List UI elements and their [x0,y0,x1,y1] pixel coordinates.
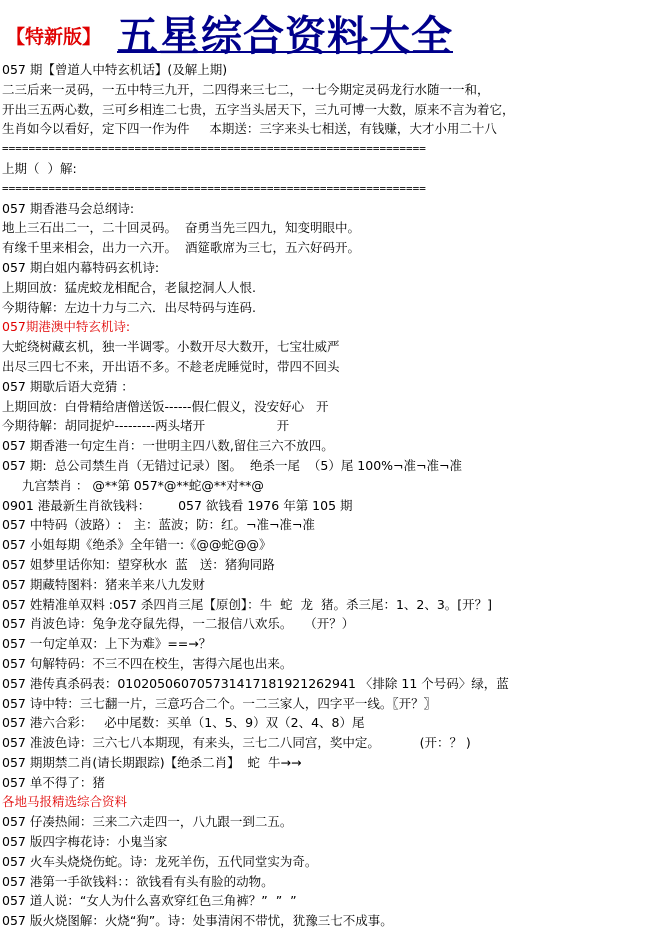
page-title: 五星综合资料大全 [117,12,453,60]
text-line: 二三后来一灵码，一五中特三九开，二四得来三七二，一七今期定灵码龙行水随一一和， [2,81,490,97]
section-heading: 各地马报精选综合资料 [2,794,128,810]
text-line: 057 港第一手欲钱料：：欲钱看有头有脸的动物。 [2,873,274,889]
text-line: 057 港六合彩： 必中尾数：买单（1、5、9）双（2、4、8）尾 [2,715,365,731]
text-line: 057 火车头烧烧伤蛇。诗：龙死羊伤，五代同堂实为奇。 [2,853,318,869]
separator-line: ================================================================ [2,181,426,195]
text-line: 九宫禁肖 ： @**第 057*@**蛇@**对**@ [2,477,264,493]
text-line: 上期（ ）解: [2,160,77,176]
text-line: 地上三石出二一，二十回灵码。 奋勇当先三四九，知变明眼中。 [2,220,360,236]
text-line: 057 期白姐内幕特码玄机诗: [2,259,160,275]
text-line: 生肖如今以看好，定下四一作为件 本期送：三字来头七相送，有钱赚，大才小用二十八 [2,121,497,137]
text-line: 057 期香港一句定生肖：一世明主四八数,留住三六不放四。 [2,438,334,454]
text-line: 有缘千里来相会，出力一六开。 酒筵歌席为三七，五六好码开。 [2,240,360,256]
text-line: 057 姐梦里话你知：望穿秋水 蓝 送：猪狗同路 [2,556,275,572]
text-line: 057 期期禁二肖(请长期跟踪)【绝杀二肖】 蛇 牛→→ [2,754,302,770]
text-line: 057 道人说：“女人为什么喜欢穿红色三角裤？” ” ” [2,893,297,909]
text-line: 057 期【曾道人中特玄机话】(及解上期) [2,62,228,77]
text-line: 今期待解：胡同捉炉---------两头堵开 开 [2,418,290,434]
text-line: 057 期香港马会总纲诗: [2,200,135,216]
text-line: 057 版四字梅花诗：小鬼当家 [2,834,168,850]
text-line: 大蛇绕树藏玄机，独一半调零。小数开尽大数开，七宝壮威严 [2,339,340,355]
text-line: 057 期藏特图料：猪来羊来八九发财 [2,576,205,592]
text-line: 057 肖波色诗：兔争龙夺鼠先得，一二报信八欢乐。 （开？） [2,616,355,632]
text-line: 057 句解特码：不三不四在校生，害得六尾也出来。 [2,655,293,671]
text-line: 057 小姐每期《绝杀》全年错一:《@@蛇@@》 [2,537,272,553]
text-line: 057 单不得了：猪 [2,774,105,790]
text-line: 057 仔凑热闹：三来二六走四一，八九跟一到二五。 [2,814,293,830]
text-line: 057 中特码（波路）: 主：蓝波；防：红。¬准¬准¬准 [2,517,315,533]
text-line: 057 姓精准单双料 :057 杀四肖三尾【原创】：牛 蛇 龙 猪。杀三尾：1、2、3。[开？] [2,596,493,612]
text-line: 057 期歇后语大竞猜 ： [2,378,134,394]
edition-badge: 【特新版】 [6,26,102,48]
text-line: 057 诗中特：三七翻一片，三意巧合二个。一二三家人，四字平一线。〖开？〗 [2,695,437,711]
text-line: 上期回放：猛虎蛟龙相配合，老鼠挖洞人人恨. [2,279,256,295]
text-line: 出尽三四七不来，开出语不多。不趁老虎睡觉时，带四不回头 [2,358,340,374]
separator-line: ================================================================ [2,142,426,156]
text-line: 057 准波色诗：三六七八本期现，有来头，三七二八同宫，奖中定。 (开：？ ) [2,735,471,751]
text-line: 057 版火烧图解：火烧“狗”。诗：处事清闲不带忧，犹豫三七不成事。 [2,913,393,929]
text-line: 上期回放：白骨精给唐僧送饭------假仁假义，没安好心 开 [2,398,329,414]
text-line: 0901 港最新生肖欲钱料： 057 欲钱看 1976 年第 105 期 [2,497,353,513]
text-line: 057 期: 总公司禁生肖（无错过记录）图。 绝杀一尾 （5）尾 100%¬准¬准¬准 [2,457,462,473]
text-line: 057 一句定单双：上下为难》==→？ [2,636,212,652]
section-heading: 057期港澳中特玄机诗: [2,319,131,335]
text-line: 开出三五两心数，三可乡相连二七贵，五字当头居天下，三九可博一大数，原来不言为着它， [2,101,515,117]
text-line: 今期待解：左边十力与二六．出尽特码与连码. [2,299,256,315]
page-header [0,0,667,58]
document-body [2,60,664,931]
text-line: 057 港传真杀码表：0102050607057314171819212629​41 〈排除 11 个号码〉绿，蓝 [2,675,509,691]
